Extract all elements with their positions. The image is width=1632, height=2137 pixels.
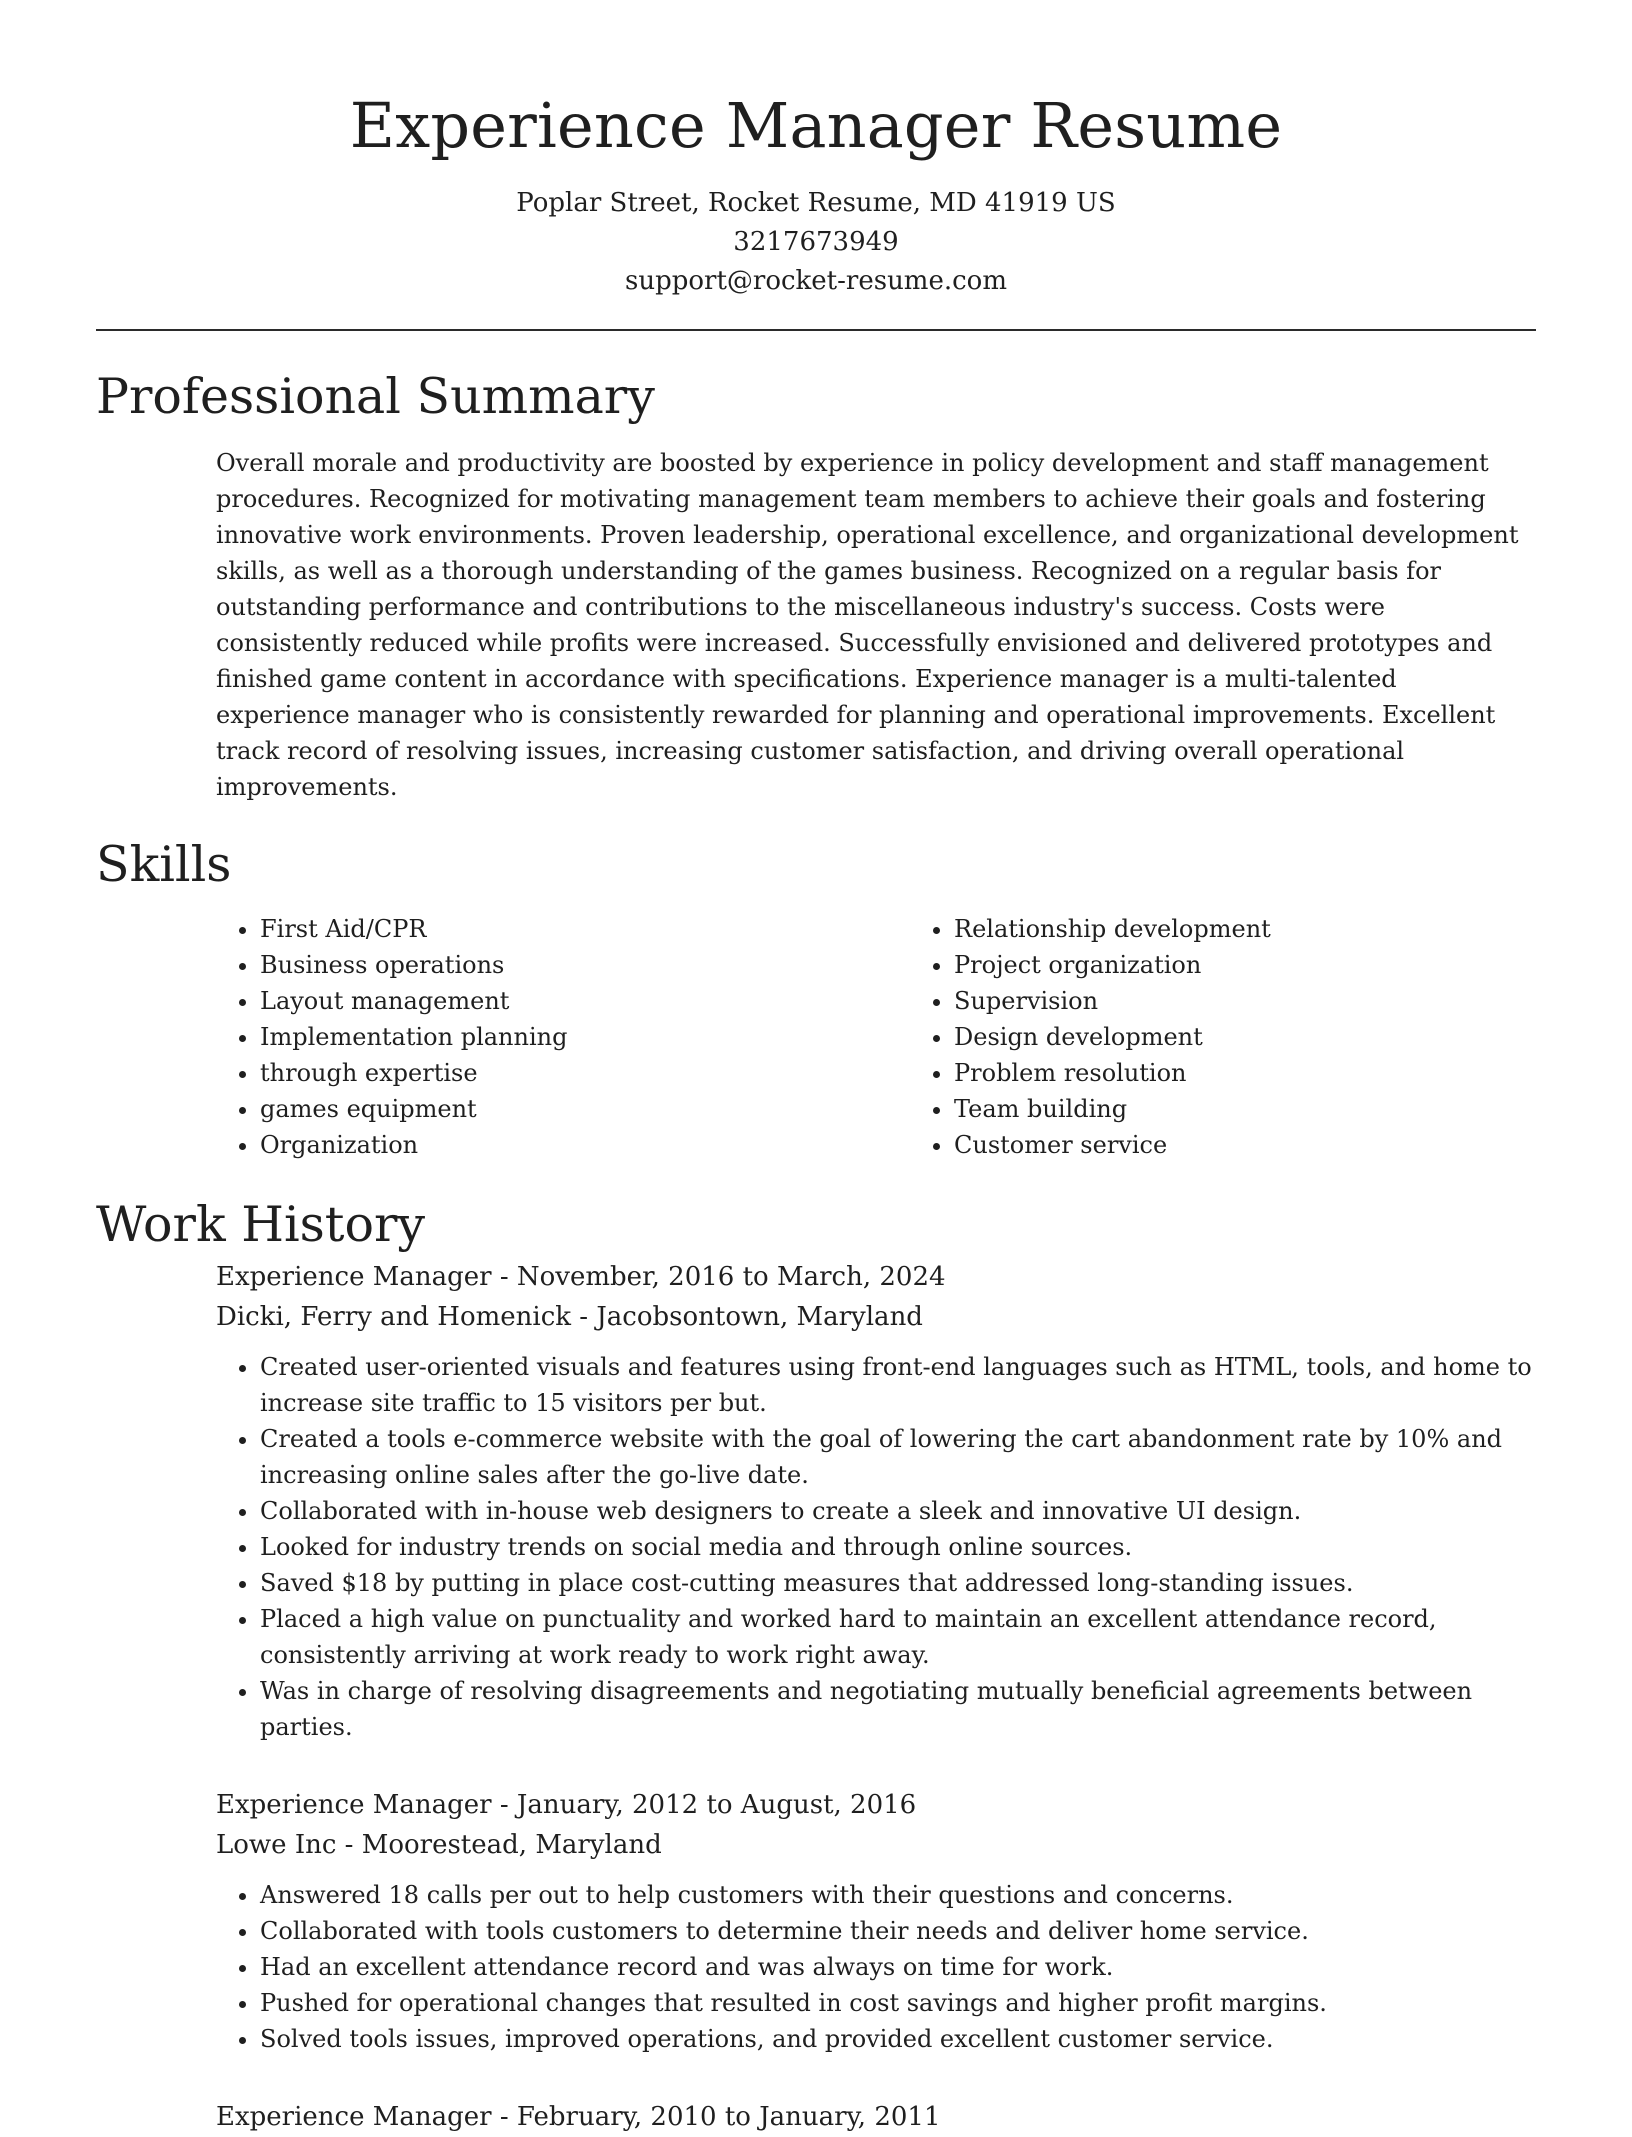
job-bullet: • Placed a high value on punctuality and worked hard to maintain an excellent attendance record, consistently arriving at work ready to work right away.: [260, 1601, 1536, 1673]
job-bullet: • Was in charge of resolving disagreements and negotiating mutually beneficial agreements between parties.: [260, 1673, 1536, 1745]
job-bullet: • Collaborated with tools customers to determine their needs and deliver home service.: [260, 1913, 1536, 1949]
skill-item: • Problem resolution: [954, 1055, 1271, 1091]
contact-block: [96, 184, 1536, 301]
job-bullet: • Created user-oriented visuals and features using front-end languages such as HTML, tools, and home to increase site traffic to 15 visitors per but.: [260, 1349, 1536, 1421]
skill-item: • Customer service: [954, 1127, 1271, 1163]
skill-item: • Layout management: [260, 983, 910, 1019]
skill-item: • First Aid/CPR: [260, 911, 910, 947]
job-company-location: Lowe Inc - Moorestead, Maryland: [216, 1830, 662, 1860]
job-bullets: [216, 1877, 1536, 2057]
job-bullet: • Collaborated with in-house web designers to create a sleek and innovative UI design.: [260, 1493, 1536, 1529]
job-entry: [216, 1257, 1536, 1745]
skill-item: • Design development: [954, 1019, 1271, 1055]
contact-email: support@rocket-resume.com: [624, 266, 1007, 296]
skill-item: • Team building: [954, 1091, 1271, 1127]
job-title-dates: Experience Manager - February, 2010 to January, 2011: [216, 2102, 941, 2132]
job-bullets: [216, 1349, 1536, 1745]
skills-heading: Skills: [96, 836, 232, 893]
skill-item: • Project organization: [954, 947, 1271, 983]
skill-item: • Implementation planning: [260, 1019, 910, 1055]
skills-column-right: [910, 911, 1271, 1163]
job-bullet: • Created a tools e-commerce website with the goal of lowering the cart abandonment rate by 10% and increasing online sales after the go-live date.: [260, 1421, 1536, 1493]
work-history-heading: Work History: [96, 1196, 426, 1253]
job-title-dates: Experience Manager - November, 2016 to March, 2024: [216, 1262, 946, 1292]
job-company-location: Dicki, Ferry and Homenick - Jacobsontown, Maryland: [216, 1302, 923, 1332]
skill-item: • Organization: [260, 1127, 910, 1163]
contact-phone: 3217673949: [733, 227, 899, 257]
skill-item: • Business operations: [260, 947, 910, 983]
job-bullet: • Solved tools issues, improved operations, and provided excellent customer service.: [260, 2021, 1536, 2057]
resume-header: [96, 0, 1536, 301]
summary-heading: Professional Summary: [96, 368, 655, 425]
skills-list: [216, 911, 1536, 1163]
job-bullet: • Saved $18 by putting in place cost-cutting measures that addressed long-standing issues.: [260, 1565, 1536, 1601]
skill-item: • Supervision: [954, 983, 1271, 1019]
job-entry: [216, 2097, 1536, 2137]
job-entry: [216, 1785, 1536, 2057]
skill-item: • games equipment: [260, 1091, 910, 1127]
skill-item: • through expertise: [260, 1055, 910, 1091]
contact-address: Poplar Street, Rocket Resume, MD 41919 US: [516, 188, 1116, 218]
work-history-list: [96, 1257, 1536, 2137]
job-bullet: • Answered 18 calls per out to help customers with their questions and concerns.: [260, 1877, 1536, 1913]
resume-title: Experience Manager Resume: [349, 89, 1283, 162]
job-bullet: • Had an excellent attendance record and was always on time for work.: [260, 1949, 1536, 1985]
job-bullet: • Looked for industry trends on social media and through online sources.: [260, 1529, 1536, 1565]
job-bullet: • Pushed for operational changes that resulted in cost savings and higher profit margins.: [260, 1985, 1536, 2021]
job-title-dates: Experience Manager - January, 2012 to August, 2016: [216, 1790, 917, 1820]
skills-column-left: [216, 911, 910, 1163]
skill-item: • Relationship development: [954, 911, 1271, 947]
header-divider: [96, 329, 1536, 331]
summary-text: Overall morale and productivity are boosted by experience in policy development and staff management procedures. Recognized for motivating management team members to achieve their goals and fostering innovative work environments. Proven leadership, operational excellence, and organizational development skills, as well as a thorough understanding of the games business. Recognized on a regular basis for outstanding performance and contributions to the miscellaneous industry's success. Costs were consistently reduced while profits were increased. Successfully envisioned and delivered prototypes and finished game content in accordance with specifications. Experience manager is a multi-talented experience manager who is consistently rewarded for planning and operational improvements. Excellent track record of resolving issues, increasing customer satisfaction, and driving overall operational improvements.: [216, 449, 1519, 801]
